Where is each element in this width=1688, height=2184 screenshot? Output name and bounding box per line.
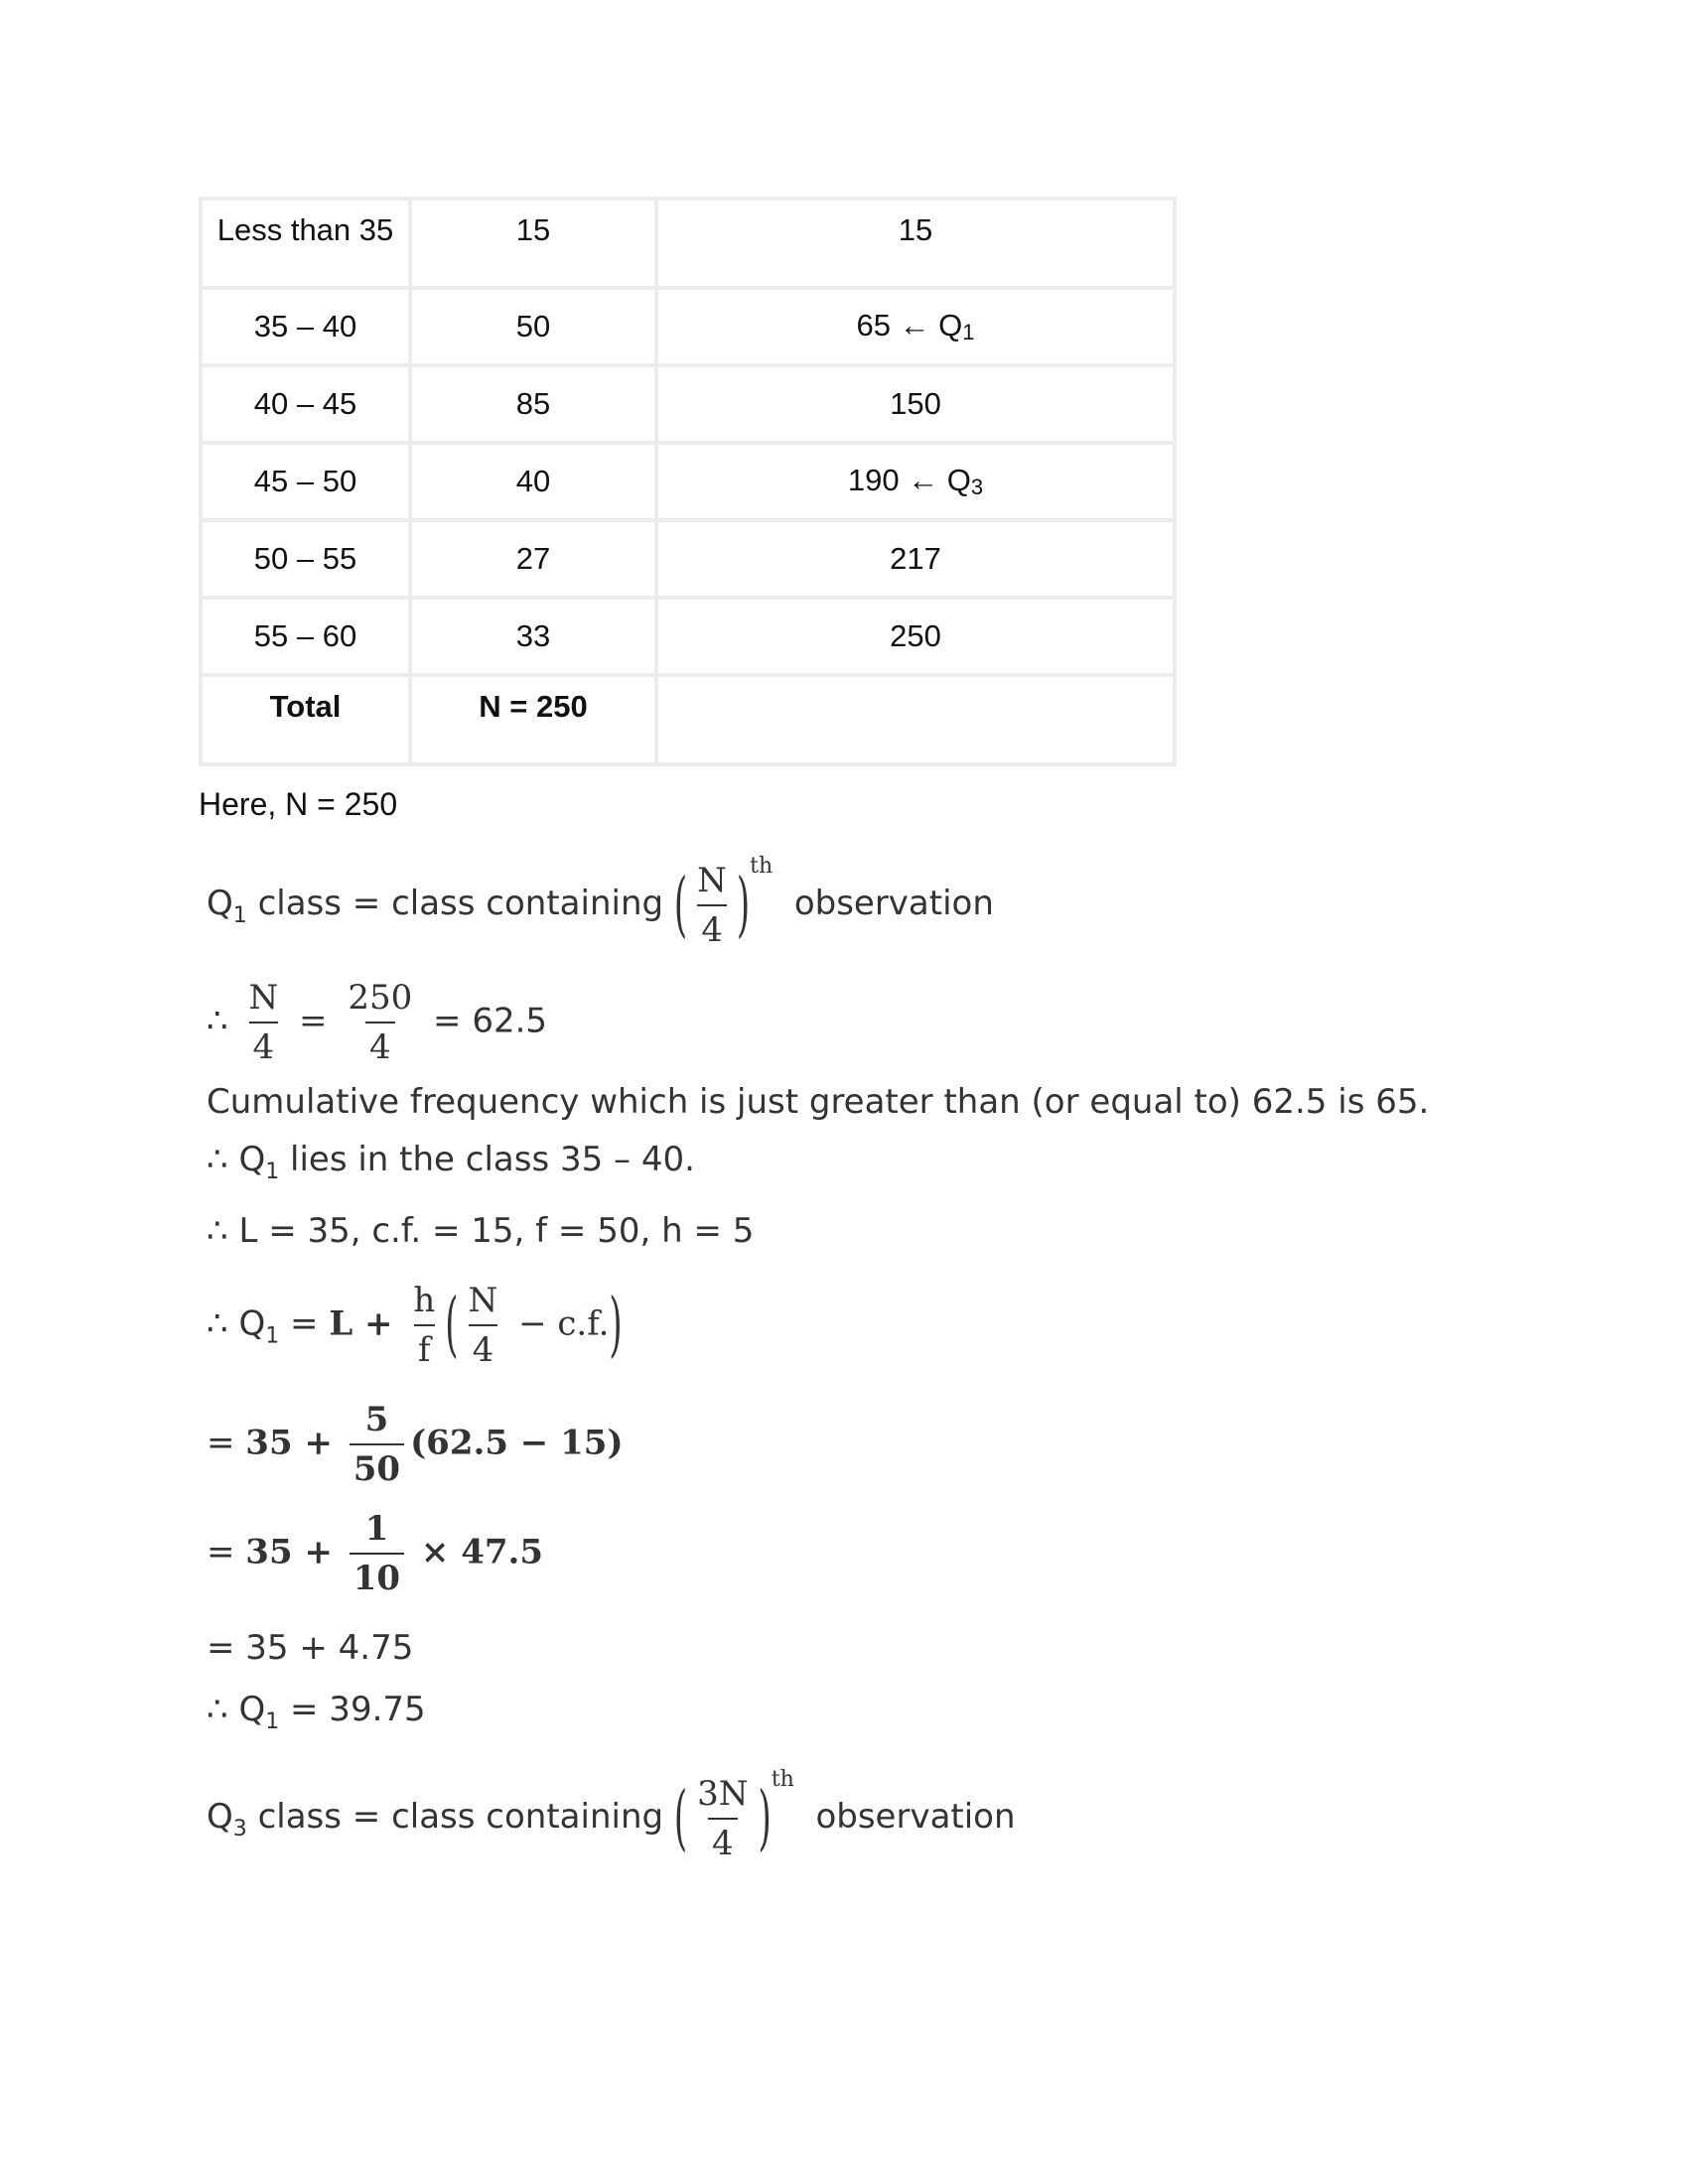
total-label-cell: Total — [201, 675, 410, 764]
cumulative-frequency-cell: 190 ← $Q_3$ — [656, 443, 1175, 520]
class-interval-cell: 40 – 45 — [201, 365, 410, 443]
cumulative-line: Cumulative frequency which is just greater than (or equal to) 62.5 is 65. — [207, 1082, 1430, 1122]
n-over-4-line: ∴ $\frac{N}{4}$ = $\frac{250}{4}$ = 62.5 — [207, 978, 548, 1067]
class-interval-cell: 50 – 55 — [201, 520, 410, 598]
frequency-cell: 40 — [410, 443, 656, 520]
table-row — [201, 598, 1175, 675]
fraction-n-over-4: $\frac{N}{4}$ — [697, 860, 727, 950]
table-row — [201, 520, 1175, 598]
frequency-cell: 15 — [410, 199, 656, 288]
frequency-cell: 33 — [410, 598, 656, 675]
frequency-cell: 27 — [410, 520, 656, 598]
q1-result-line: ∴ $Q_1 = 39.75$ — [207, 1690, 426, 1734]
table-row — [201, 199, 1175, 288]
fraction-3n-over-4: $\frac{3N}{4}$ — [697, 1773, 749, 1863]
table-row — [201, 443, 1175, 520]
q1-lies-line: ∴ $Q_1$ lies in the class 35 – 40. — [207, 1140, 695, 1184]
table-row — [201, 288, 1175, 365]
step3-line: = 35 + 4.75 — [207, 1628, 414, 1668]
values-line: ∴ L = 35, c.f. = 15, f = 50, h = 5 — [207, 1211, 755, 1251]
total-value-cell: N = 250 — [410, 675, 656, 764]
q1-formula-line: ∴ $Q_1 = L$ + $\frac{h}{f}$ ( $\frac{N}{4}$ − c.f.) — [207, 1281, 623, 1370]
cumulative-frequency-cell: 65 ← $Q_1$ — [656, 288, 1175, 365]
step2-line: = 35 + $\frac{1}{10}$ × 47.5 — [207, 1509, 544, 1598]
left-paren: ( — [673, 863, 688, 947]
right-paren: ) — [736, 863, 751, 947]
q3-class-line: $Q_3$ class = class containing ( $\frac{3N}{4}$ )$^{th}$ observation — [207, 1767, 1016, 1863]
class-interval-cell: 35 – 40 — [201, 288, 410, 365]
cumulative-frequency-cell: 217 — [656, 520, 1175, 598]
frequency-table — [199, 197, 1177, 766]
cumulative-frequency-cell: 150 — [656, 365, 1175, 443]
class-interval-cell: 55 – 60 — [201, 598, 410, 675]
here-line: Here, N = 250 — [199, 786, 398, 822]
table-row — [201, 365, 1175, 443]
q1-class-line: $Q_1$ class = class containing ( $\frac{N}{4}$ )$^{th}$ observation — [207, 854, 994, 950]
cumulative-frequency-cell: 250 — [656, 598, 1175, 675]
cumulative-frequency-cell: 15 — [656, 199, 1175, 288]
class-interval-cell: Less than 35 — [201, 199, 410, 288]
step1-line: = 35 + $\frac{5}{50}$ (62.5 − 15) — [207, 1400, 624, 1489]
total-row — [201, 675, 1175, 764]
class-interval-cell: 45 – 50 — [201, 443, 410, 520]
frequency-cell: 85 — [410, 365, 656, 443]
total-cf-cell — [656, 675, 1175, 764]
frequency-cell: 50 — [410, 288, 656, 365]
